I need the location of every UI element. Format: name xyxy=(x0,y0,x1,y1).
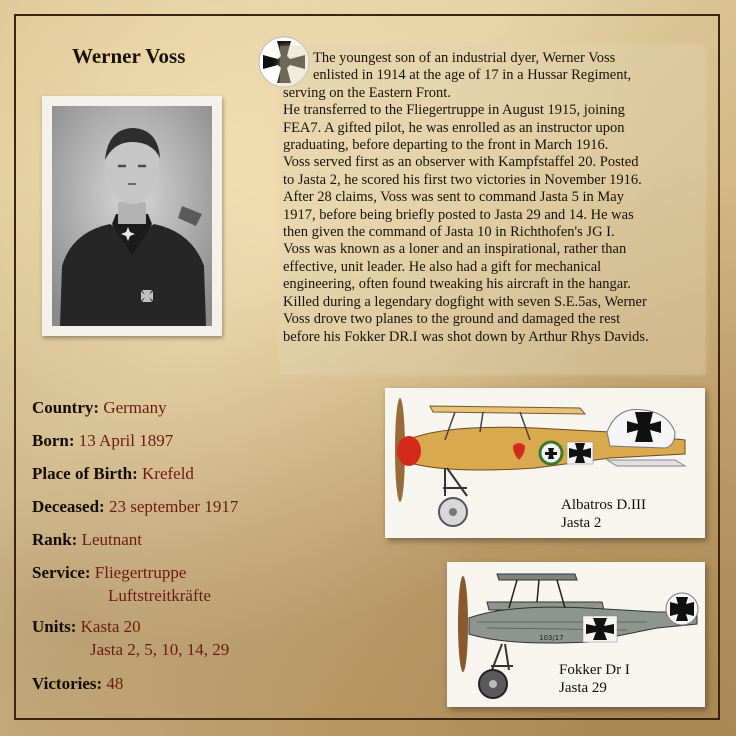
fact-value: Fliegertruppe xyxy=(94,563,187,582)
fact-label: Country: xyxy=(32,398,100,417)
bio-line: Killed during a legendary dogfight with seven S.E.5as, Werner xyxy=(283,293,647,310)
aircraft-card-albatros xyxy=(385,388,705,538)
fact-value-2: Luftstreitkräfte xyxy=(108,586,211,605)
bio-line: Voss served first as an observer with Kampfstaffel 20. Posted xyxy=(283,154,639,171)
portrait-photo xyxy=(42,96,222,336)
albatros-illustration xyxy=(385,388,705,538)
fact-label: Victories: xyxy=(32,674,103,693)
bio-line: Voss drove two planes to the ground and damaged the rest xyxy=(283,311,621,328)
bio-line: effective, unit leader. He also had a gift for mechanical xyxy=(283,258,602,275)
fact-value-2: Jasta 2, 5, 10, 14, 29 xyxy=(90,640,230,659)
fact-victories xyxy=(32,674,123,694)
fact-value: Leutnant xyxy=(81,530,143,549)
fact-value: Krefeld xyxy=(142,464,194,483)
bio-line: FEA7. A gifted pilot, he was enrolled as an instructor upon xyxy=(283,119,625,136)
fact-label: Deceased: xyxy=(32,497,105,516)
fact-country xyxy=(32,398,167,418)
aircraft-card-fokker xyxy=(447,562,705,707)
bio-line: before his Fokker DR.I was shot down by Arthur Rhys Davids. xyxy=(283,328,649,345)
aircraft-decal: 103/17 xyxy=(539,634,564,642)
aircraft-unit: Jasta 29 xyxy=(559,680,607,696)
pilot-name: Werner Voss xyxy=(72,44,186,68)
bio-line: engineering, often found tweaking his aircraft in the hangar. xyxy=(283,276,631,293)
aircraft-unit: Jasta 2 xyxy=(561,515,602,531)
bio-line: graduating, before departing to the front in March 1916. xyxy=(283,137,609,154)
bio-line: Voss was known as a loner and an inspirational, rather than xyxy=(283,241,627,258)
fact-value: 13 April 1897 xyxy=(78,431,174,450)
bio-line: enlisted in 1914 at the age of 17 in a Hussar Regiment, xyxy=(313,67,632,84)
fact-value: 23 september 1917 xyxy=(108,497,239,516)
aircraft-model: Albatros D.III xyxy=(561,497,646,513)
fact-value: Kasta 20 xyxy=(80,617,141,636)
fact-label: Born: xyxy=(32,431,75,450)
fact-label: Units: xyxy=(32,617,77,636)
fact-label: Rank: xyxy=(32,530,78,549)
bio-line: After 28 claims, Voss was sent to command Jasta 5 in May xyxy=(283,189,624,206)
bio-line: He transferred to the Fliegertruppe in August 1915, joining xyxy=(283,102,625,119)
aircraft-model: Fokker Dr I xyxy=(559,662,630,678)
bio-line: The youngest son of an industrial dyer, Werner Voss xyxy=(313,50,616,66)
fact-value: 48 xyxy=(106,674,124,693)
fact-label: Place of Birth: xyxy=(32,464,138,483)
aircraft-caption xyxy=(559,661,630,697)
fact-value: Germany xyxy=(103,398,167,417)
bio-line: 1917, before being briefly posted to Jasta 29 and 14. He was xyxy=(283,206,634,223)
fact-birthplace xyxy=(32,464,194,484)
fact-rank xyxy=(32,530,142,550)
bio-text xyxy=(283,50,705,346)
bio-line: to Jasta 2, he scored his first two victories in November 1916. xyxy=(283,171,642,188)
fact-service xyxy=(32,563,211,605)
bio-line: serving on the Eastern Front. xyxy=(283,84,451,101)
fact-deceased xyxy=(32,497,238,517)
bio-line: then given the command of Jasta 10 in Richthofen's JG I. xyxy=(283,224,615,241)
fact-born xyxy=(32,431,173,451)
fact-units xyxy=(32,617,230,659)
aircraft-caption xyxy=(561,496,646,532)
fact-label: Service: xyxy=(32,563,91,582)
